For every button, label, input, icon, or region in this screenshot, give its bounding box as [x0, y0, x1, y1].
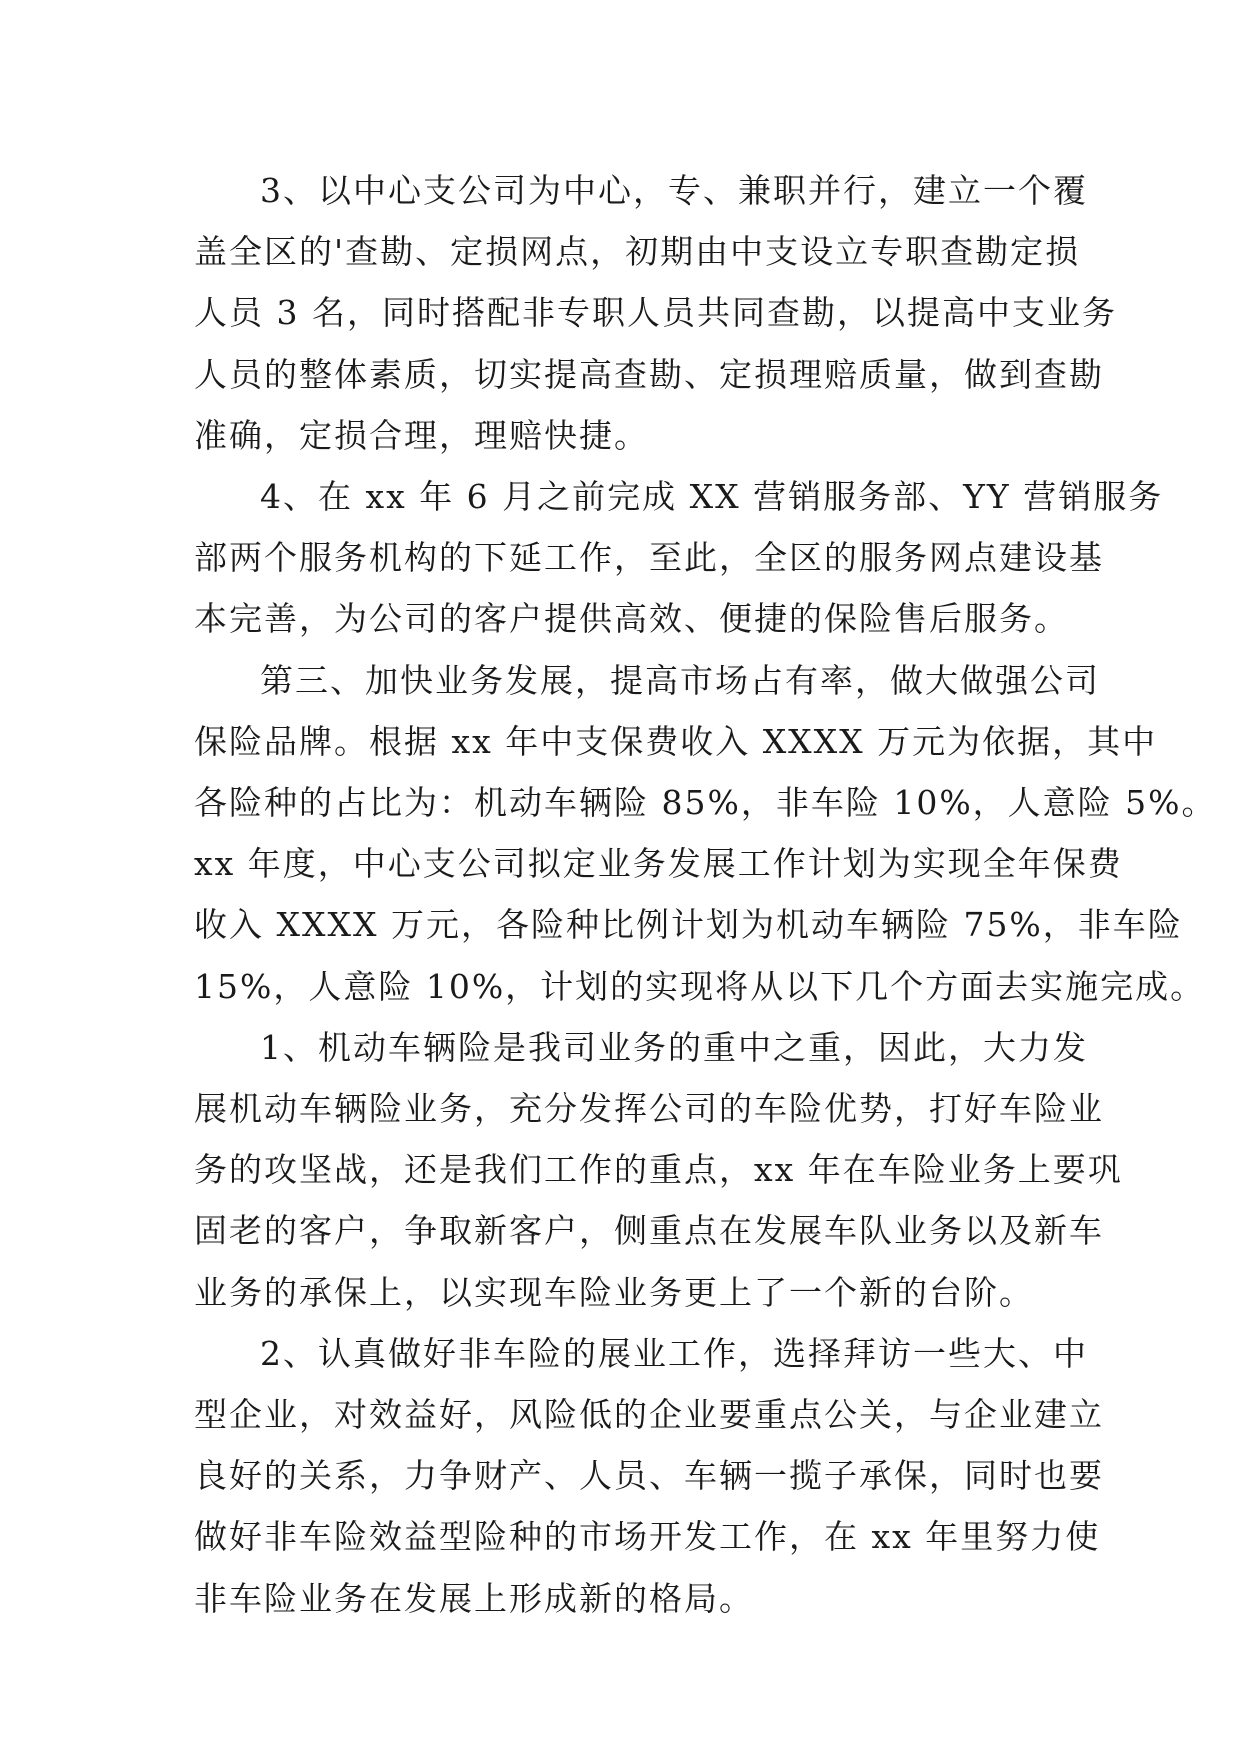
- text-line: 人员 3 名，同时搭配非专职人员共同查勘，以提高中支业务: [194, 293, 1117, 333]
- text-line: 4、在 xx 年 6 月之前完成 XX 营销服务部、YY 营销服务: [260, 477, 1164, 517]
- text-line: 第三、加快业务发展，提高市场占有率，做大做强公司: [260, 660, 1100, 700]
- text-line: 3、以中心支公司为中心，专、兼职并行，建立一个覆: [260, 171, 1088, 210]
- text-line: 非车险业务在发展上形成新的格局。: [194, 1578, 754, 1618]
- text-line: 人员的整体素质，切实提高查勘、定损理赔质量，做到查勘: [194, 354, 1104, 394]
- text-line: 各险种的占比为：机动车辆险 85%，非车险 10%，人意险 5%。: [194, 783, 1217, 823]
- text-line: xx 年度，中心支公司拟定业务发展工作计划为实现全年保费: [194, 844, 1123, 884]
- paragraph-item-2: [194, 1323, 1104, 1629]
- text-line: 做好非车险效益型险种的市场开发工作，在 xx 年里努力使: [194, 1517, 1101, 1557]
- text-line: 固老的客户，争取新客户，侧重点在发展车队业务以及新车: [194, 1211, 1104, 1251]
- paragraph-item-1: [194, 1017, 1123, 1323]
- text-line: 展机动车辆险业务，充分发挥公司的车险优势，打好车险业: [194, 1089, 1104, 1129]
- paragraph-section-three: [194, 650, 1217, 1017]
- text-line: 业务的承保上，以实现车险业务更上了一个新的台阶。: [194, 1272, 1034, 1312]
- text-line: 型企业，对效益好，风险低的企业要重点公关，与企业建立: [194, 1395, 1104, 1435]
- paragraph-item-4: [194, 466, 1164, 650]
- text-line: 保险品牌。根据 xx 年中支保费收入 XXXX 万元为依据，其中: [194, 721, 1158, 761]
- text-line: 1、机动车辆险是我司业务的重中之重，因此，大力发: [260, 1027, 1088, 1067]
- text-line: 准确，定损合理，理赔快捷。: [194, 415, 649, 455]
- text-line: 收入 XXXX 万元，各险种比例计划为机动车辆险 75%，非车险: [194, 905, 1183, 945]
- text-line: 务的攻坚战，还是我们工作的重点，xx 年在车险业务上要巩: [194, 1150, 1123, 1190]
- text-line: 盖全区的'查勘、定损网点，初期由中支设立专职查勘定损: [194, 232, 1081, 272]
- text-line: 部两个服务机构的下延工作，至此，全区的服务网点建设基: [194, 538, 1104, 578]
- text-line: 15%，人意险 10%，计划的实现将从以下几个方面去实施完成。: [194, 966, 1206, 1006]
- text-line: 本完善，为公司的客户提供高效、便捷的保险售后服务。: [194, 599, 1069, 639]
- document-body: [194, 160, 1217, 1629]
- text-line: 2、认真做好非车险的展业工作，选择拜访一些大、中: [260, 1333, 1088, 1373]
- text-line: 良好的关系，力争财产、人员、车辆一揽子承保，同时也要: [194, 1456, 1104, 1496]
- paragraph-item-3: [194, 160, 1117, 466]
